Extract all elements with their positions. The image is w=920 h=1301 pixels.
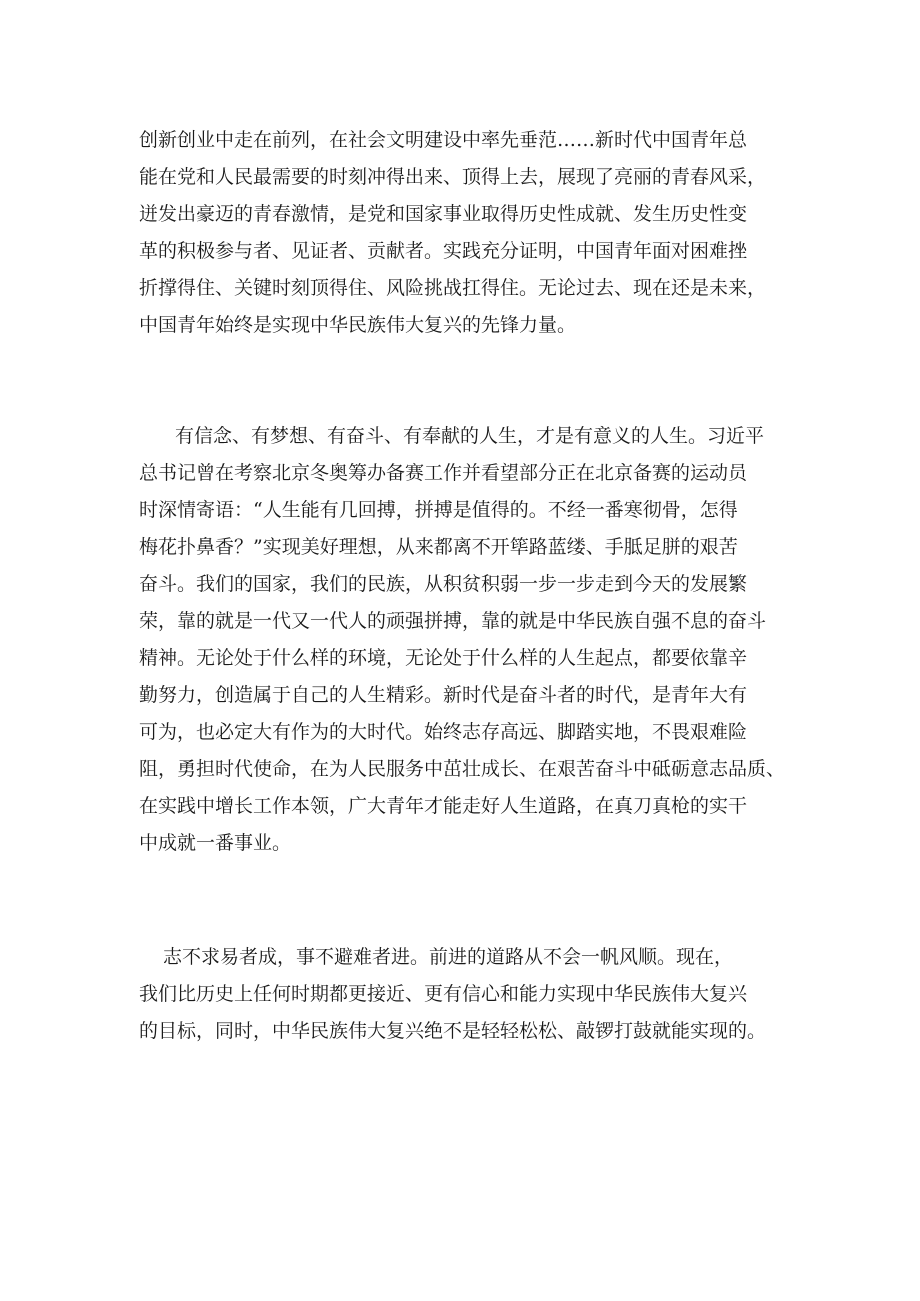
paragraph-line: 志不求易者成，事不避难者进。前进的道路从不会一帆风顺。现在， [163,946,734,968]
paragraph-line: 总书记曾在考察北京冬奥筹办备赛工作并看望部分正在北京备赛的运动员 [139,462,748,484]
paragraph-line: 可为，也必定大有作为的大时代。始终志存高远、脚踏实地，不畏艰难险 [139,721,748,743]
paragraph-line: 革的积极参与者、见证者、贡献者。实践充分证明，中国青年面对困难挫 [139,240,748,262]
paragraph-line: 阻，勇担时代使命，在为人民服务中茁壮成长、在艰苦奋斗中砥砺意志品质、 [139,758,786,780]
paragraph-line: 迸发出豪迈的青春激情，是党和国家事业取得历史性成就、发生历史性变 [139,203,748,225]
paragraph-line: 勤努力，创造属于自己的人生精彩。新时代是奋斗者的时代，是青年大有 [139,684,748,706]
paragraph-line: 有信念、有梦想、有奋斗、有奉献的人生，才是有意义的人生。习近平 [175,425,765,447]
paragraph-2 [139,418,799,862]
paragraph-line: 时深情寄语：“人生能有几回搏，拼搏是值得的。不经一番寒彻骨，怎得 [139,499,738,521]
paragraph-line: 创新创业中走在前列，在社会文明建设中率先垂范……新时代中国青年总 [139,129,748,151]
paragraph-1 [139,122,799,344]
paragraph-3 [139,939,799,1050]
paragraph-line: 奋斗。我们的国家，我们的民族，从积贫积弱一步一步走到今天的发展繁 [139,573,748,595]
paragraph-line: 我们比历史上任何时期都更接近、更有信心和能力实现中华民族伟大复兴 [139,983,748,1005]
paragraph-line: 折撑得住、关键时刻顶得住、风险挑战扛得住。无论过去、现在还是未来， [139,277,767,299]
paragraph-line: 中成就一番事业。 [139,832,292,854]
paragraph-line: 在实践中增长工作本领，广大青年才能走好人生道路，在真刀真枪的实干 [139,795,748,817]
paragraph-line: 荣，靠的就是一代又一代人的顽强拼搏，靠的就是中华民族自强不息的奋斗 [139,610,767,632]
paragraph-line: 精神。无论处于什么样的环境，无论处于什么样的人生起点，都要依靠辛 [139,647,748,669]
paragraph-line: 中国青年始终是实现中华民族伟大复兴的先锋力量。 [139,314,577,336]
paragraph-line: 梅花扑鼻香？”实现美好理想，从来都离不开筚路蓝缕、手胝足胼的艰苦 [139,536,738,558]
paragraph-line: 能在党和人民最需要的时刻冲得出来、顶得上去，展现了亮丽的青春风采， [139,166,767,188]
paragraph-line: 的目标，同时，中华民族伟大复兴绝不是轻轻松松、敲锣打鼓就能实现的。 [139,1020,767,1042]
